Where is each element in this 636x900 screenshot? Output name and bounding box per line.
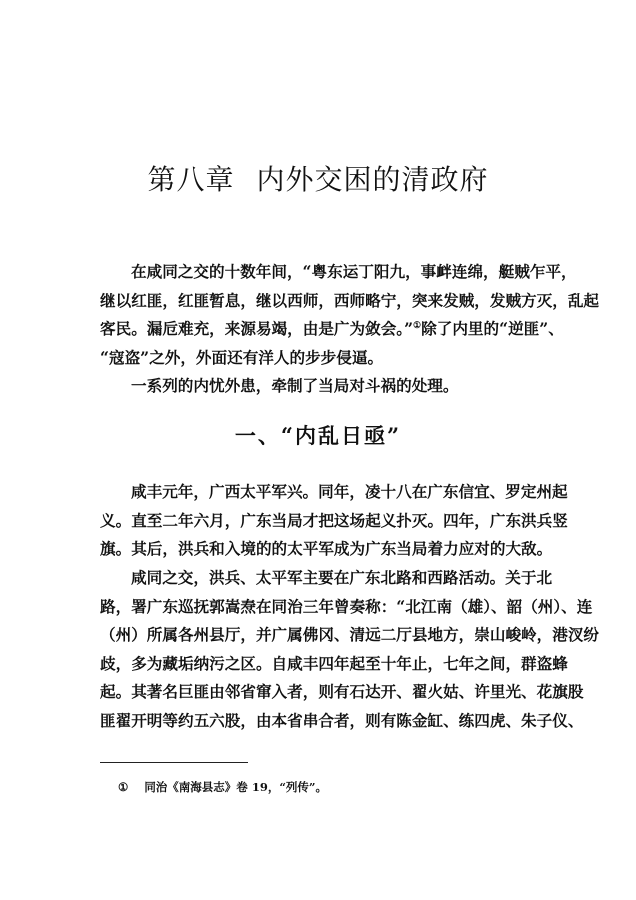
chapter-title [0, 158, 636, 198]
body-line: （州）所属各州县厅，并广属佛冈、清远二厅县地方，崇山峻岭，港汊纷 [100, 625, 600, 645]
intro-line: 客民。漏卮难充，来源易竭，由是广为敛会。”①除了内里的“逆匪”、 [100, 319, 564, 339]
body-line: 咸同之交，洪兵、太平军主要在广东北路和西路活动。关于北 [131, 568, 553, 587]
body-line: 路，署广东巡抚郭嵩焘在同治三年曾奏称：“北江南（雄）、韶（州）、连 [100, 596, 593, 616]
body-line: 义。直至二年六月，广东当局才把这场起义扑灭。四年，广东洪兵竖 [100, 510, 568, 530]
chapter-number: 第八章 [147, 163, 235, 196]
footnote-mark: ① [118, 780, 129, 794]
body-line: 匪翟开明等约五六股，由本省串合者，则有陈金缸、练四虎、朱子仪、 [100, 710, 584, 730]
body-line: 歧，多为藏垢纳污之区。自咸丰四年起至十年止，七年之间，群盗蜂 [100, 653, 568, 673]
footnote-divider [100, 762, 248, 763]
intro-line: 继以红匪，红匪暂息，继以西师，西师略宁，突来发贼，发贼方灭，乱起 [100, 290, 600, 310]
footnote [118, 779, 327, 795]
intro-line: 一系列的内忧外患，牵制了当局对斗祸的处理。 [131, 376, 459, 396]
intro-line: 在咸同之交的十数年间，“粤东运丁阳九，事衅连绵，艇贼乍平， [131, 262, 577, 281]
body-paragraph-2 [100, 564, 600, 736]
section-heading: 一、“内乱日亟” [234, 423, 402, 448]
body-line: 旗。其后，洪兵和入境的的太平军成为广东当局着力应对的大敌。 [100, 539, 553, 559]
body-paragraph-1 [100, 478, 568, 564]
intro-line: “寇盗”之外，外面还有洋人的步步侵逼。 [100, 347, 384, 367]
footnote-reference: ① [413, 321, 422, 331]
chapter-name: 内外交困的清政府 [256, 163, 489, 196]
footnote-text: 同治《南海县志》卷 19，“列传”。 [144, 780, 328, 794]
body-line: 咸丰元年，广西太平军兴。同年，凌十八在广东信宜、罗定州起 [131, 482, 568, 501]
body-line: 起。其著名巨匪由邻省窜入者，则有石达开、翟火姑、许里光、花旗股 [100, 682, 584, 702]
intro-paragraph [100, 258, 600, 401]
